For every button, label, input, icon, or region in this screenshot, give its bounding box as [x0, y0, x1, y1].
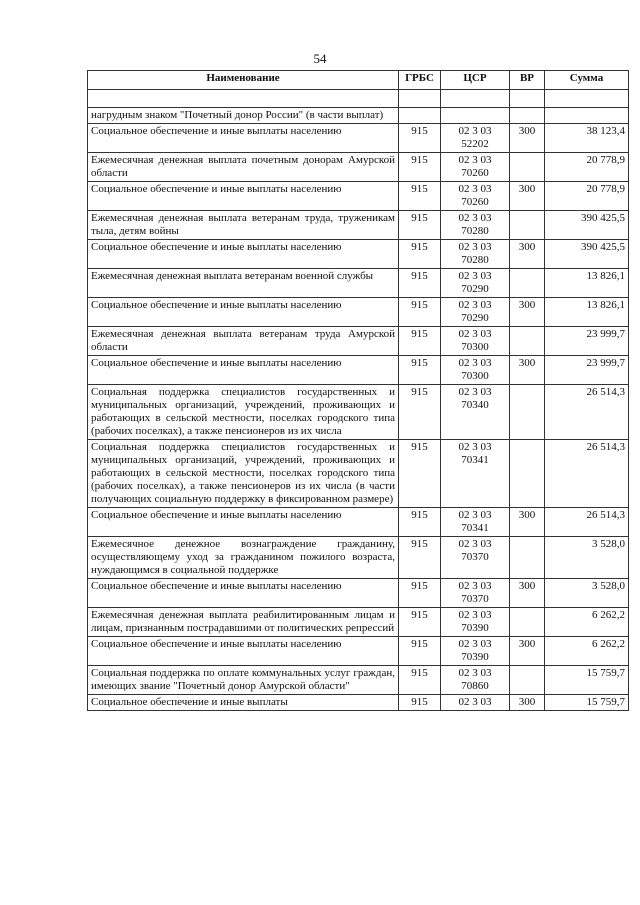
cell-csr: 02 3 03 70341: [441, 440, 510, 508]
column-header-vr: ВР: [510, 71, 545, 90]
table-header-row: [88, 71, 629, 90]
cell-csr: 02 3 03 70260: [441, 182, 510, 211]
cell-grbs: 915: [399, 182, 441, 211]
table-row: [88, 608, 629, 637]
cell-grbs: [399, 108, 441, 124]
cell-sum: 26 514,3: [545, 440, 629, 508]
cell-grbs: 915: [399, 327, 441, 356]
cell-name: Социальное обеспечение и иные выплаты: [88, 695, 399, 711]
cell-sum: [545, 108, 629, 124]
cell-vr: [510, 608, 545, 637]
cell-grbs: 915: [399, 124, 441, 153]
budget-table: [87, 70, 629, 711]
cell-name: Социальная поддержка по оплате коммунальных услуг граждан, имеющих звание "Почетный донор Амурской области": [88, 666, 399, 695]
cell-csr: 02 3 03: [441, 695, 510, 711]
cell-csr: 02 3 03 70280: [441, 240, 510, 269]
cell-vr: [510, 385, 545, 440]
cell-sum: 38 123,4: [545, 124, 629, 153]
cell-csr: 02 3 03 70860: [441, 666, 510, 695]
cell-vr: [510, 327, 545, 356]
cell-csr: 02 3 03 70290: [441, 269, 510, 298]
table-row: [88, 695, 629, 711]
cell-grbs: 915: [399, 240, 441, 269]
cell-grbs: 915: [399, 608, 441, 637]
cell-name: Социальное обеспечение и иные выплаты населению: [88, 579, 399, 608]
table-row: [88, 124, 629, 153]
table-row: [88, 508, 629, 537]
cell-csr: 02 3 03 70280: [441, 211, 510, 240]
cell-grbs: 915: [399, 211, 441, 240]
header-spacer-row: [88, 90, 629, 108]
table-row: [88, 182, 629, 211]
cell-name: Ежемесячная денежная выплата ветеранам военной службы: [88, 269, 399, 298]
cell-name: Социальное обеспечение и иные выплаты населению: [88, 356, 399, 385]
cell-csr: 02 3 03 70300: [441, 356, 510, 385]
cell-grbs: 915: [399, 695, 441, 711]
cell-vr: [510, 269, 545, 298]
cell-sum: 23 999,7: [545, 356, 629, 385]
cell-grbs: 915: [399, 579, 441, 608]
cell-sum: 26 514,3: [545, 508, 629, 537]
cell-csr: 02 3 03 70260: [441, 153, 510, 182]
cell-vr: [510, 537, 545, 579]
cell-sum: 3 528,0: [545, 537, 629, 579]
cell-sum: 13 826,1: [545, 269, 629, 298]
cell-vr: 300: [510, 240, 545, 269]
cell-vr: 300: [510, 298, 545, 327]
cell-sum: 26 514,3: [545, 385, 629, 440]
table-row: [88, 385, 629, 440]
column-header-csr: ЦСР: [441, 71, 510, 90]
cell-name: Социальное обеспечение и иные выплаты населению: [88, 298, 399, 327]
cell-name: Ежемесячная денежная выплата почетным донорам Амурской области: [88, 153, 399, 182]
cell-grbs: 915: [399, 537, 441, 579]
cell-name: Социальная поддержка специалистов государственных и муниципальных организаций, учреждений, проживающих и работающих в сельской местности, поселках городского типа (рабочих поселках), а также пенсионеров из их числа (в части получающих социальную поддержку в фиксированном размере): [88, 440, 399, 508]
page-number: 54: [313, 51, 327, 66]
table-row: [88, 108, 629, 124]
cell-sum: 390 425,5: [545, 240, 629, 269]
table-row: [88, 440, 629, 508]
cell-name: Социальное обеспечение и иные выплаты населению: [88, 508, 399, 537]
cell-sum: 15 759,7: [545, 695, 629, 711]
cell-csr: 02 3 03 52202: [441, 124, 510, 153]
cell-sum: 6 262,2: [545, 637, 629, 666]
cell-sum: 20 778,9: [545, 153, 629, 182]
table-row: [88, 211, 629, 240]
cell-sum: 3 528,0: [545, 579, 629, 608]
cell-vr: [510, 211, 545, 240]
cell-grbs: 915: [399, 356, 441, 385]
cell-csr: 02 3 03 70390: [441, 608, 510, 637]
table-row: [88, 269, 629, 298]
cell-csr: 02 3 03 70370: [441, 537, 510, 579]
table-body: [88, 108, 629, 711]
cell-grbs: 915: [399, 666, 441, 695]
table-row: [88, 666, 629, 695]
cell-csr: 02 3 03 70340: [441, 385, 510, 440]
cell-vr: 300: [510, 182, 545, 211]
table-row: [88, 240, 629, 269]
cell-name: нагрудным знаком "Почетный донор России" (в части выплат): [88, 108, 399, 124]
cell-grbs: 915: [399, 269, 441, 298]
table-row: [88, 637, 629, 666]
cell-sum: 15 759,7: [545, 666, 629, 695]
cell-name: Ежемесячное денежное вознаграждение гражданину, осуществляющему уход за гражданином пожилого возраста, нуждающимся в социальной поддержке: [88, 537, 399, 579]
cell-name: Ежемесячная денежная выплата реабилитированным лицам и лицам, признанным пострадавшими от политических репрессий: [88, 608, 399, 637]
cell-csr: 02 3 03 70370: [441, 579, 510, 608]
cell-grbs: 915: [399, 637, 441, 666]
cell-sum: 6 262,2: [545, 608, 629, 637]
cell-sum: 20 778,9: [545, 182, 629, 211]
cell-name: Социальное обеспечение и иные выплаты населению: [88, 124, 399, 153]
cell-name: Социальное обеспечение и иные выплаты населению: [88, 240, 399, 269]
cell-csr: [441, 108, 510, 124]
cell-vr: [510, 108, 545, 124]
cell-sum: 23 999,7: [545, 327, 629, 356]
cell-vr: 300: [510, 508, 545, 537]
cell-vr: 300: [510, 695, 545, 711]
cell-vr: [510, 666, 545, 695]
cell-grbs: 915: [399, 385, 441, 440]
table-row: [88, 298, 629, 327]
cell-csr: 02 3 03 70290: [441, 298, 510, 327]
table-row: [88, 327, 629, 356]
cell-vr: [510, 440, 545, 508]
cell-csr: 02 3 03 70390: [441, 637, 510, 666]
column-header-grbs: ГРБС: [399, 71, 441, 90]
cell-vr: 300: [510, 124, 545, 153]
table-row: [88, 356, 629, 385]
cell-sum: 390 425,5: [545, 211, 629, 240]
column-header-name: Наименование: [88, 71, 399, 90]
cell-name: Социальная поддержка специалистов государственных и муниципальных организаций, учреждений, проживающих и работающих в сельской местности, поселках городского типа (рабочих поселках), а также пенсионеров из их числа: [88, 385, 399, 440]
table-row: [88, 153, 629, 182]
cell-name: Социальное обеспечение и иные выплаты населению: [88, 182, 399, 211]
cell-vr: 300: [510, 579, 545, 608]
cell-csr: 02 3 03 70300: [441, 327, 510, 356]
cell-grbs: 915: [399, 153, 441, 182]
cell-grbs: 915: [399, 508, 441, 537]
cell-vr: 300: [510, 637, 545, 666]
cell-name: Социальное обеспечение и иные выплаты населению: [88, 637, 399, 666]
cell-name: Ежемесячная денежная выплата ветеранам труда Амурской области: [88, 327, 399, 356]
cell-vr: [510, 153, 545, 182]
cell-grbs: 915: [399, 298, 441, 327]
cell-csr: 02 3 03 70341: [441, 508, 510, 537]
table-row: [88, 537, 629, 579]
cell-sum: 13 826,1: [545, 298, 629, 327]
cell-name: Ежемесячная денежная выплата ветеранам труда, труженикам тыла, детям войны: [88, 211, 399, 240]
table-row: [88, 579, 629, 608]
cell-grbs: 915: [399, 440, 441, 508]
column-header-sum: Сумма: [545, 71, 629, 90]
cell-vr: 300: [510, 356, 545, 385]
